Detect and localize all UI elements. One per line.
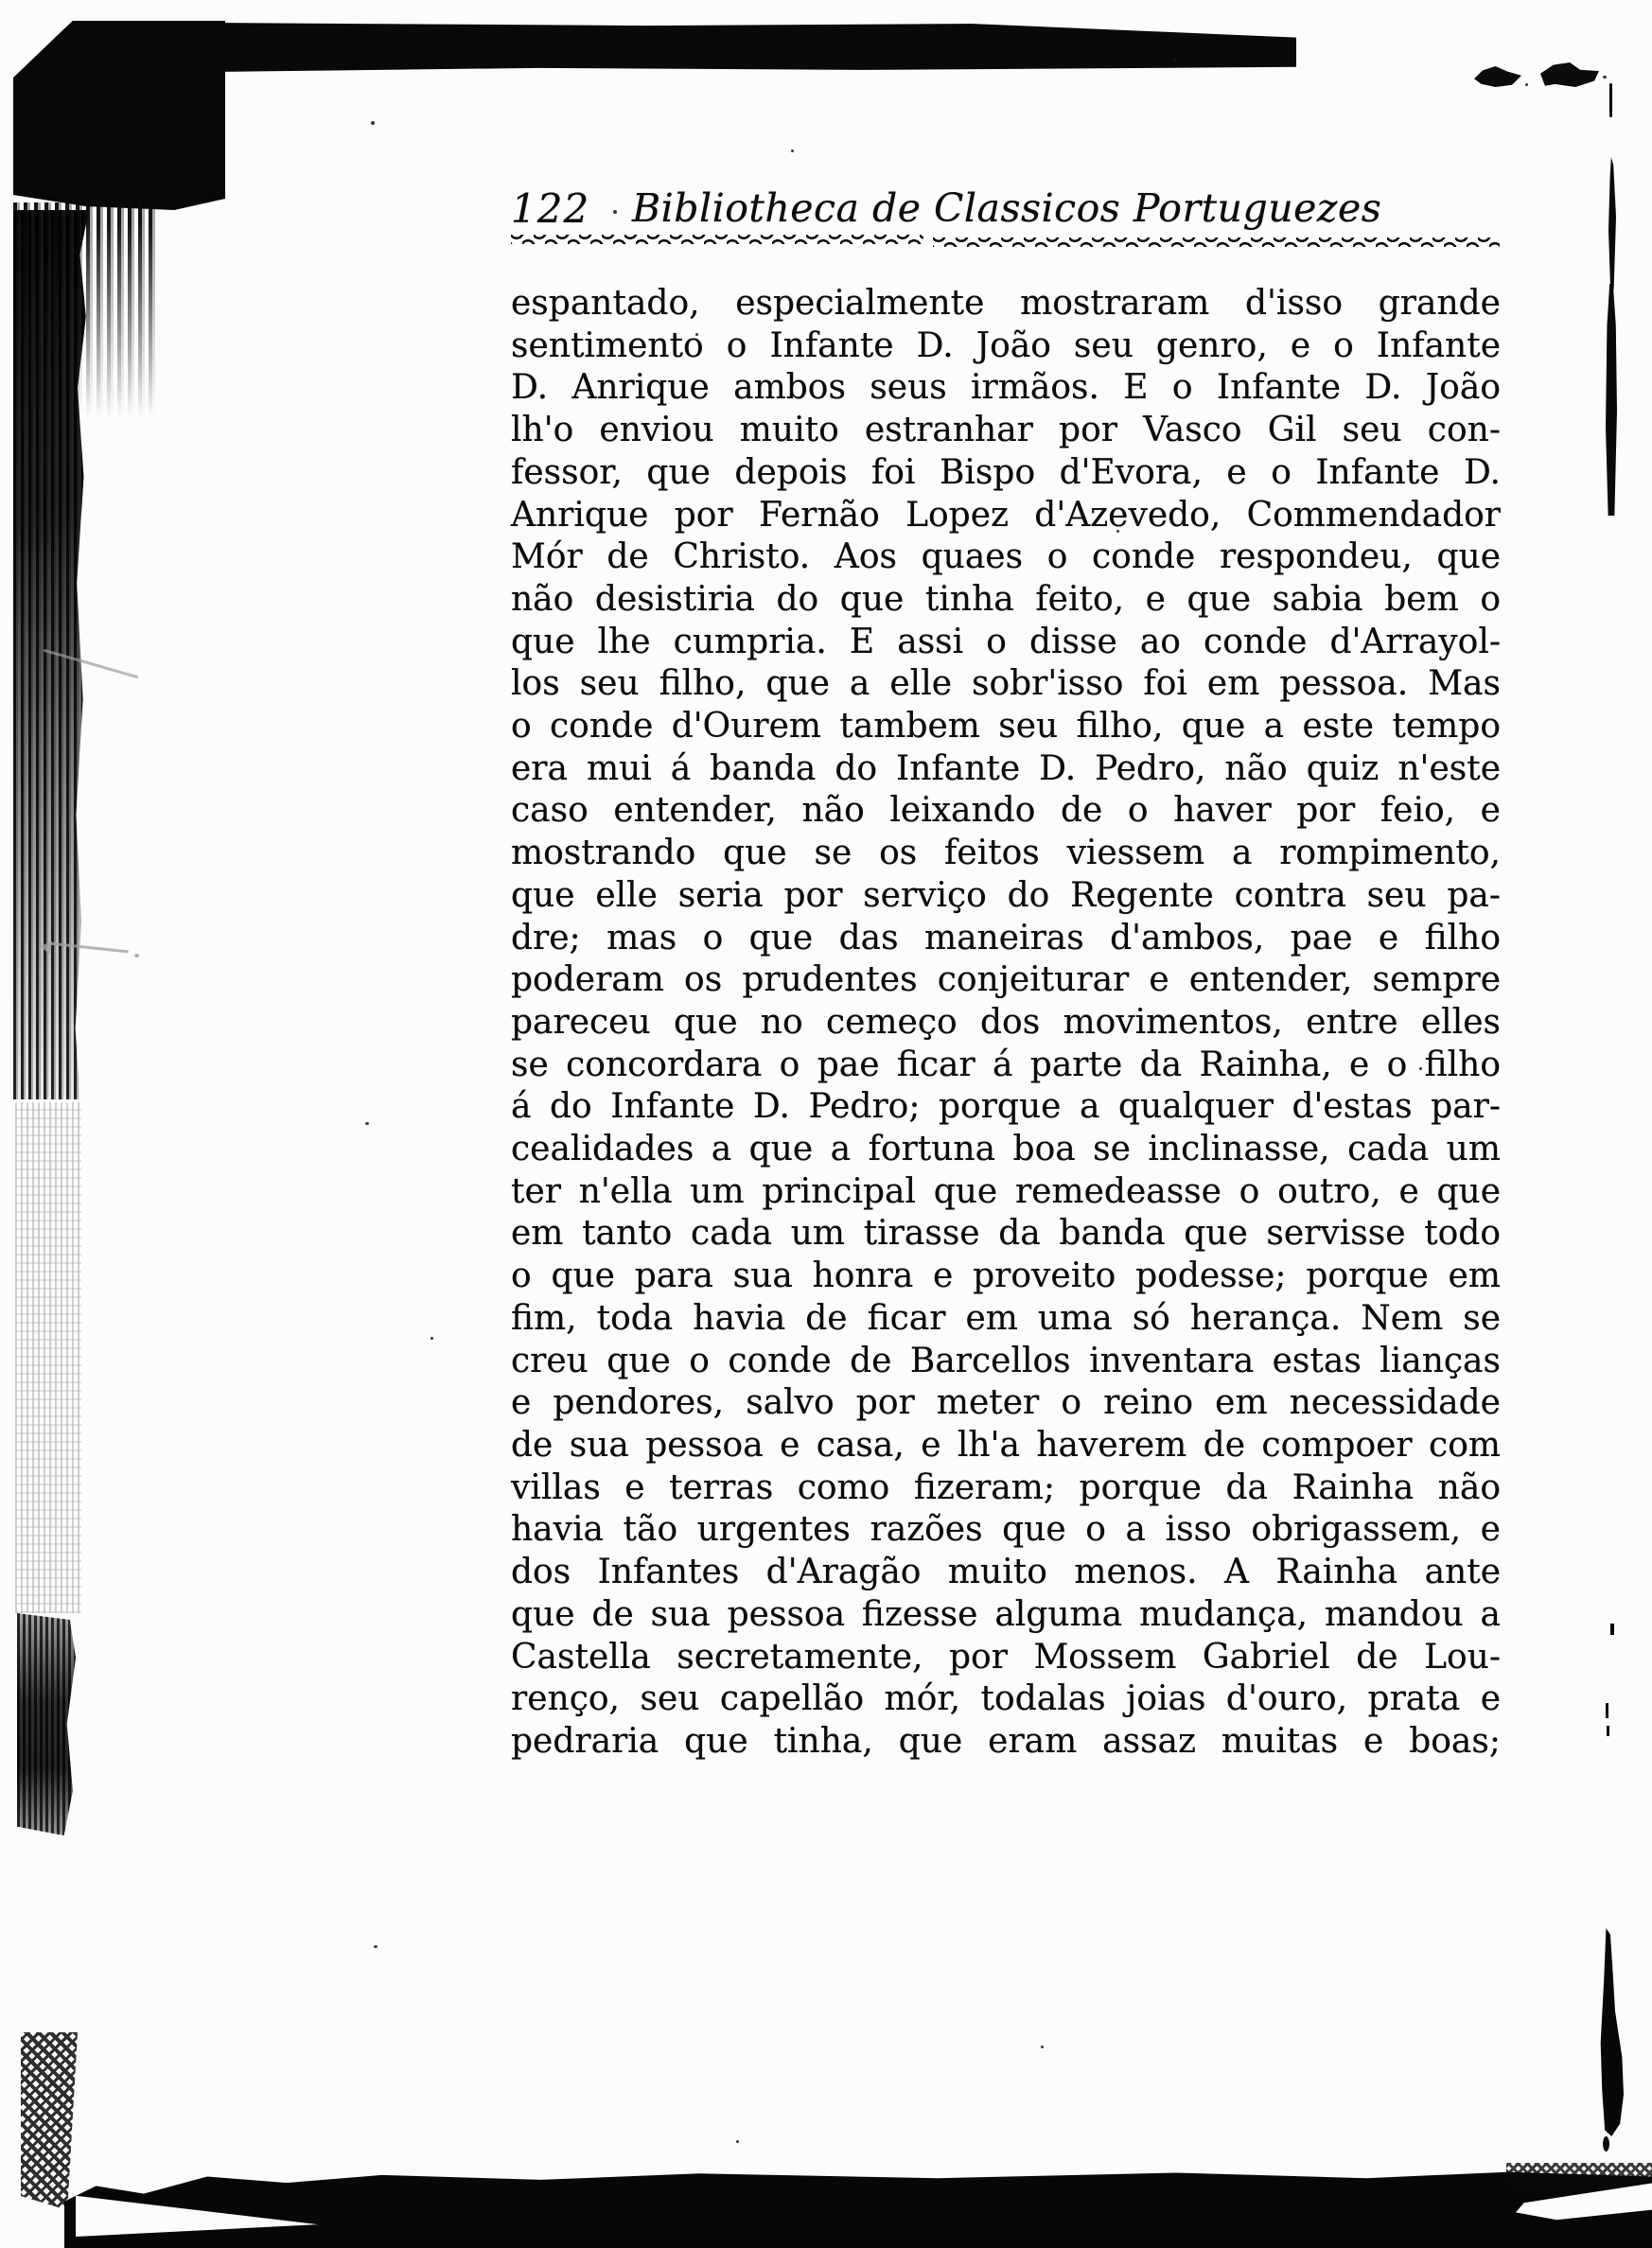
text-line: que lhe cumpria. E assi o disse ao conde d'Arrayol-: [511, 622, 1501, 661]
page-number: 122: [511, 185, 590, 232]
ink-speck: [791, 149, 794, 152]
text-line: lh'o enviou muito estranhar por Vasco Gil seu con-: [511, 411, 1501, 450]
text-line: D. Anrique ambos seus irmãos. E o Infante D. João: [511, 368, 1501, 408]
header-underline-left: [511, 235, 923, 244]
scan-artifact-bottom-right-streak-tail: [1603, 2136, 1609, 2151]
text-line: pareceu que no cemeço dos movimentos, entre elles: [511, 1002, 1501, 1042]
scan-artifact-top-band: [213, 23, 1296, 72]
text-line: villas e terras como fizeram; porque da Rainha não: [511, 1467, 1501, 1507]
text-line: o conde d'Ourem tambem seu filho, que a este tempo: [511, 707, 1501, 746]
ink-speck: [1525, 83, 1528, 86]
text-line: pedraria que tinha, que eram assaz muitas e boas;: [511, 1721, 1501, 1761]
scan-artifact-right-small-dash-1: [1606, 1703, 1608, 1718]
scan-artifact-right-small-dash-2: [1607, 1726, 1609, 1736]
pencil-mark-arrow-head: [39, 940, 52, 955]
text-line: não desistiria do que tinha feito, e que sabia bem o: [511, 579, 1501, 619]
text-line: dre; mas o que das maneiras d'ambos, pae e filho: [511, 918, 1501, 957]
text-line: mostrando que se os feitos viessem a rompimento,: [511, 834, 1501, 873]
scan-artifact-right-ink-line-lower: [1606, 284, 1617, 516]
scan-artifact-top-left-blob: [13, 21, 225, 210]
text-line: Anrique por Fernão Lopez d'Azevedo, Commendador: [511, 495, 1501, 535]
text-line: e pendores, salvo por meter o reino em necessidade: [511, 1383, 1501, 1423]
body-text: [511, 283, 1501, 1764]
text-line: espantado, especialmente mostraram d'isso grande: [511, 284, 1501, 323]
scan-artifact-bottom-band: [64, 2170, 1652, 2248]
scan-artifact-left-speckle: [15, 1102, 81, 1613]
scan-artifact-right-tick: [1610, 1624, 1614, 1635]
text-line: que de sua pessoa fizesse alguma mudança, mandou a: [511, 1594, 1501, 1634]
ink-speck: [371, 121, 375, 125]
pencil-mark-dot: [134, 954, 139, 957]
ink-speck: [1173, 59, 1177, 62]
text-line: sentimento o Infante D. João seu genro, e o Infante: [511, 325, 1501, 365]
scan-artifact-left-bottom-speckle: [21, 2032, 78, 2210]
scan-artifact-right-ink-line-upper: [1608, 157, 1616, 290]
ink-speck: [374, 1945, 378, 1948]
scan-artifact-right-dash: [1609, 83, 1612, 117]
text-line: em tanto cada um tirasse da banda que servisse todo: [511, 1214, 1501, 1254]
text-line: havia tão urgentes razões que o a isso obrigassem, e: [511, 1510, 1501, 1550]
ink-speck: [431, 1337, 433, 1340]
text-line: Castella secretamente, por Mossem Gabriel de Lou-: [511, 1637, 1501, 1677]
ink-speck: [365, 1122, 369, 1125]
ink-speck: [613, 210, 617, 214]
scan-artifact-top-right-smudge-1: [1474, 66, 1521, 87]
scan-artifact-left-edge-band: [13, 210, 89, 1099]
text-line: que elle seria por serviço do Regente contra seu pa-: [511, 875, 1501, 915]
text-line: fessor, que depois foi Bispo d'Evora, e o Infante D.: [511, 452, 1501, 492]
running-header-title: Bibliotheca de Classicos Portuguezes: [632, 185, 1382, 231]
text-line: era mui á banda do Infante D. Pedro, não quiz n'este: [511, 748, 1501, 788]
text-line: de sua pessoa e casa, e lh'a haverem de compoer com: [511, 1425, 1501, 1465]
ink-speck: [736, 2140, 739, 2143]
scan-artifact-top-right-smudge-2: [1540, 62, 1599, 87]
text-line: se concordara o pae ficar á parte da Rainha, e o filho: [511, 1045, 1501, 1084]
header-underline-right: [933, 237, 1500, 247]
text-line: o que para sua honra e proveito podesse; porque em: [511, 1256, 1501, 1296]
text-line: creu que o conde de Barcellos inventara estas lianças: [511, 1341, 1501, 1380]
text-line: ter n'ella um principal que remedeasse o outro, e que: [511, 1171, 1501, 1211]
text-line: Mór de Christo. Aos quaes o conde respondeu, que: [511, 537, 1501, 577]
text-line: los seu filho, que a elle sobr'isso foi em pessoa. Mas: [511, 664, 1501, 704]
text-line: cealidades a que a fortuna boa se inclinasse, cada um: [511, 1130, 1501, 1169]
ink-speck: [1603, 76, 1607, 79]
text-line: dos Infantes d'Aragão muito menos. A Rainha ante: [511, 1553, 1501, 1592]
text-line: caso entender, não leixando de o haver por feio, e: [511, 791, 1501, 831]
scan-artifact-left-lower-blob: [17, 1613, 76, 1835]
text-line: poderam os prudentes conjeiturar e entender, sempre: [511, 960, 1501, 1000]
scan-artifact-bottom-right-streak: [1593, 1928, 1624, 2136]
text-line: á do Infante D. Pedro; porque a qualquer d'estas par-: [511, 1087, 1501, 1127]
text-line: fim, toda havia de ficar em uma só herança. Nem se: [511, 1298, 1501, 1338]
ink-speck: [1041, 2046, 1044, 2048]
text-line: renço, seu capellão mór, todalas joias d'ouro, prata e: [511, 1679, 1501, 1719]
